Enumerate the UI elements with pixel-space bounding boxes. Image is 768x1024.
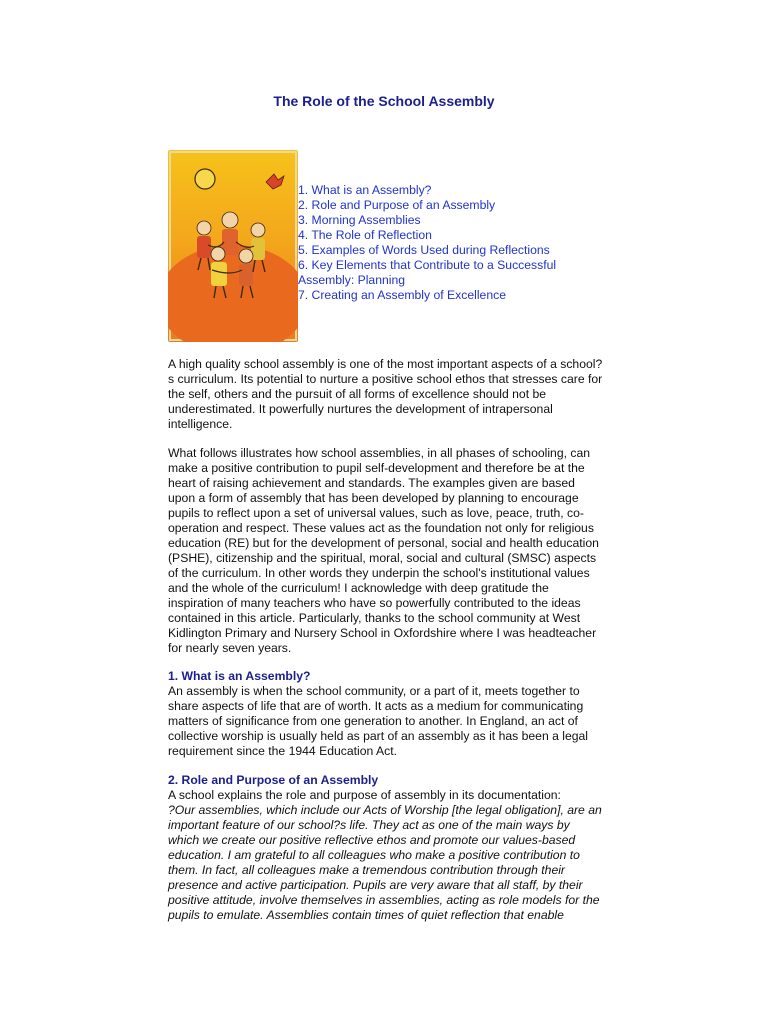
toc-link-7[interactable]: 7. Creating an Assembly of Excellence [298,288,506,302]
paragraph-text: What follows illustrates how school assemblies, in all phases of schooling, can make a positive contribution to pupil self-development and therefore be at the heart of raising achievement and standards. The examples given are based upon a form of assembly that has been developed by planning to encourage pupils to reflect upon a set of universal values, such as love, peace, truth, co-operation and respect. These values act as the foundation not only for religious education (RE) but for the development of personal, social and health education (PSHE), citizenship and the spiritual, moral, social and cultural (SMSC) aspects of the curriculum. In other words they underpin the school's institutional values and the whole of the curriculum! I acknowledge with deep gratitude the inspiration of many teachers who have so powerfully contributed to the ideas contained in this article. Particularly, thanks to the school community at West Kidlington Primary and Nursery School in Oxfordshire where I was headteacher for nearly seven years. [168,446,599,655]
paragraph-text: A high quality school assembly is one of the most important aspects of a school?s curriculum. Its potential to nurture a positive school ethos that stresses care for the self, others and the pursuit of all forms of excellence should not be underestimated. It powerfully nurtures the development of intrapersonal intelligence. [168,357,603,431]
toc-link-3[interactable]: 3. Morning Assemblies [298,213,421,227]
children-circle-illustration [168,150,298,342]
section-text: An assembly is when the school community, or a part of it, meets together to share aspects of life that are of worth. It acts as a medium for communicating matters of significance from one generation to another. In England, an act of collective worship is usually held as part of an assembly as it has been a legal requirement since the 1944 Education Act. [168,684,589,758]
quoted-text: ?Our assemblies, which include our Acts of Worship [the legal obligation], are an important feature of our school?s life. They act as one of the main ways by which we create our positive reflective ethos and promote our values-based education. I am grateful to all colleagues who make a positive contribution to them. In fact, all colleagues make a tremendous contribution through their presence and active participation. Pupils are very aware that all staff, by their positive attitude, involve themselves in assemblies, acting as role models for the pupils to emulate. Assemblies contain times of quiet reflection that enable [168,803,602,922]
section-heading: 1. What is an Assembly? [168,669,311,683]
toc-link-6[interactable]: 6. Key Elements that Contribute to a Successful Assembly: Planning [298,258,557,287]
toc-link-2[interactable]: 2. Role and Purpose of an Assembly [298,198,496,212]
toc-link-5[interactable]: 5. Examples of Words Used during Reflections [298,243,550,257]
intro-paragraph-2 [168,446,604,656]
toc-link-1[interactable]: 1. What is an Assembly? [298,183,432,197]
section-text: A school explains the role and purpose of assembly in its documentation: [168,788,561,802]
section-heading: 2. Role and Purpose of an Assembly [168,773,379,787]
section-2 [168,773,604,923]
toc-link-4[interactable]: 4. The Role of Reflection [298,228,432,242]
intro-paragraph-1 [168,357,604,432]
section-1 [168,669,604,759]
table-of-contents [298,183,588,303]
page-title: The Role of the School Assembly [273,93,495,109]
